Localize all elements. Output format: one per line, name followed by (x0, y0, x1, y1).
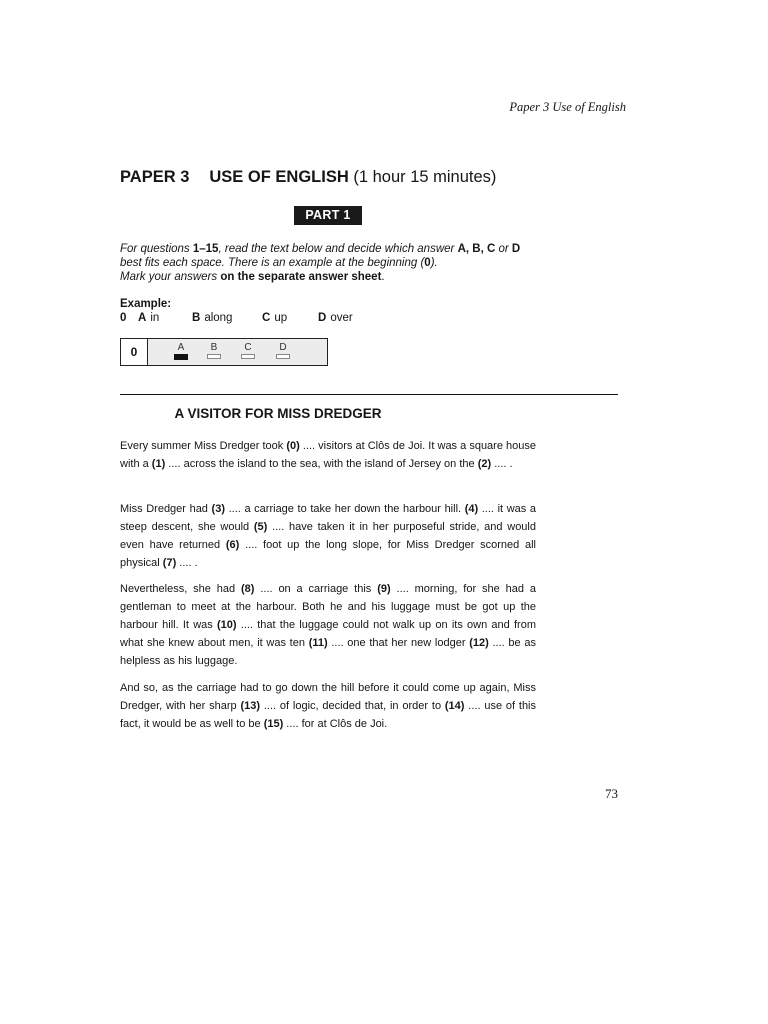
example-option-c: C up (262, 312, 288, 324)
running-head: Paper 3 Use of English (509, 100, 626, 114)
example-option-b: B along (192, 312, 233, 324)
page-number: 73 (605, 786, 618, 801)
instructions (120, 242, 520, 284)
paper-duration: (1 hour 15 minutes) (353, 168, 497, 186)
example-number: 0 (120, 312, 127, 324)
answer-mark-a-filled (174, 354, 188, 360)
paragraph-2: Miss Dredger had (3) .... a carriage to take her down the harbour hill. (4) .... it was a steep descent, she would (5) .... have taken it in her purposeful stride, and would even have returned (6) .... foot up the long slope, for Miss Dredger scorned all physical (7) .... . (120, 503, 536, 569)
answer-option-b: B (204, 342, 224, 359)
paper-name: USE OF ENGLISH (209, 168, 349, 186)
answer-mark-c (241, 354, 255, 359)
answer-option-c: C (238, 342, 258, 359)
paragraph-4: And so, as the carriage had to go down the hill before it could come up again, Miss Dredger, with her sharp (13) .... of logic, decided that, in order to (14) .... use of this fact, it would be as well to be (15) .... for at Clôs de Joi. (120, 682, 537, 730)
example-option-d: D over (318, 312, 353, 324)
answer-mark-b (207, 354, 221, 359)
page-title (120, 168, 496, 187)
answer-mark-d (276, 354, 290, 359)
instruction-line-3: Mark your answers on the separate answer sheet. (120, 271, 385, 283)
instruction-line-1: For questions 1–15, read the text below and decide which answer A, B, C or D (120, 243, 521, 255)
paper-number: PAPER 3 (120, 168, 190, 186)
example-label: Example: (120, 298, 172, 310)
paragraph-1: Every summer Miss Dredger took (0) .... visitors at Clôs de Joi. It was a square house with a (1) .... across the island to the sea, with the island of Jersey on the (2) .... . (120, 440, 537, 470)
section-divider (120, 394, 618, 395)
example-answer-box (120, 338, 328, 366)
answer-box-number: 0 (121, 339, 148, 365)
instruction-line-2: best fits each space. There is an example at the beginning (0). (120, 257, 438, 269)
answer-option-d: D (273, 342, 293, 359)
paragraph-3: Nevertheless, she had (8) .... on a carriage this (9) .... morning, for she had a gentleman to meet at the harbour. Both he and his luggage must be got up the harbour hill. It was (10) .... that the luggage could not walk up on its own and from what she knew about men, it was ten (11) .... one that her new lodger (12) .... be as helpless as his luggage. (120, 583, 537, 667)
example-option-a: A in (138, 312, 160, 324)
answer-option-a: A (171, 342, 191, 360)
part-badge: PART 1 (294, 206, 362, 225)
text-title: A VISITOR FOR MISS DREDGER (174, 406, 382, 421)
